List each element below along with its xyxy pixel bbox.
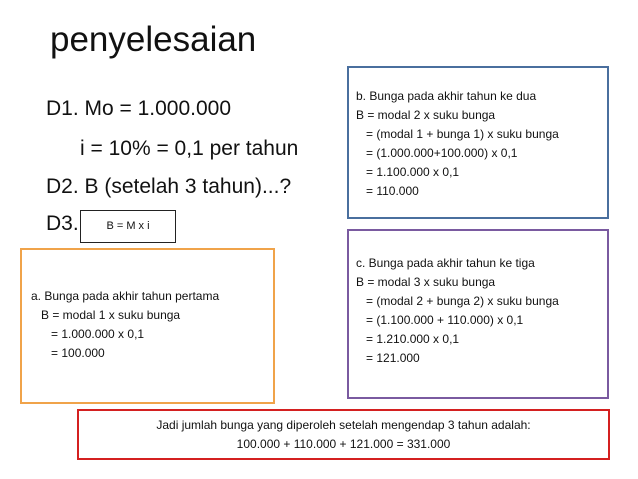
conclusion-total: 100.000 + 110.000 + 121.000 = 331.000 (236, 437, 451, 451)
year-3-expanded-formula: = (modal 2 + bunga 2) x suku bunga (366, 294, 559, 308)
given-initial-capital: D1. Mo = 1.000.000 (46, 97, 232, 120)
year-2-result: = 110.000 (366, 184, 419, 198)
year-3-heading: c. Bunga pada akhir tahun ke tiga (356, 256, 535, 270)
year-2-expanded-formula: = (modal 1 + bunga 1) x suku bunga (366, 127, 559, 141)
year-3-formula: B = modal 3 x suku bunga (356, 275, 496, 289)
conclusion-box (77, 409, 610, 460)
year-2-product: = 1.100.000 x 0,1 (366, 165, 460, 179)
formula-box: B = M x i (80, 210, 176, 243)
year-3-substitution: = (1.100.000 + 110.000) x 0,1 (366, 313, 524, 327)
year-1-formula: B = modal 1 x suku bunga (41, 308, 181, 322)
slide-title: penyelesaian (50, 20, 257, 59)
year-2-interest-box (347, 66, 609, 219)
year-1-result: = 100.000 (51, 346, 105, 360)
conclusion-statement: Jadi jumlah bunga yang diperoleh setelah mengendap 3 tahun adalah: (156, 418, 531, 432)
year-3-result: = 121.000 (366, 351, 420, 365)
year-2-substitution: = (1.000.000+100.000) x 0,1 (366, 146, 518, 160)
year-1-substitution: = 1.000.000 x 0,1 (51, 327, 145, 341)
year-2-formula: B = modal 2 x suku bunga (356, 108, 496, 122)
answer-label: D3. (46, 212, 79, 235)
given-interest-rate: i = 10% = 0,1 per tahun (80, 137, 299, 160)
year-1-heading: a. Bunga pada akhir tahun pertama (31, 289, 220, 303)
year-3-product: = 1.210.000 x 0,1 (366, 332, 460, 346)
year-2-heading: b. Bunga pada akhir tahun ke dua (356, 89, 537, 103)
year-1-interest-box (20, 248, 275, 404)
question-line: D2. B (setelah 3 tahun)...? (46, 175, 292, 198)
year-3-interest-box (347, 229, 609, 399)
